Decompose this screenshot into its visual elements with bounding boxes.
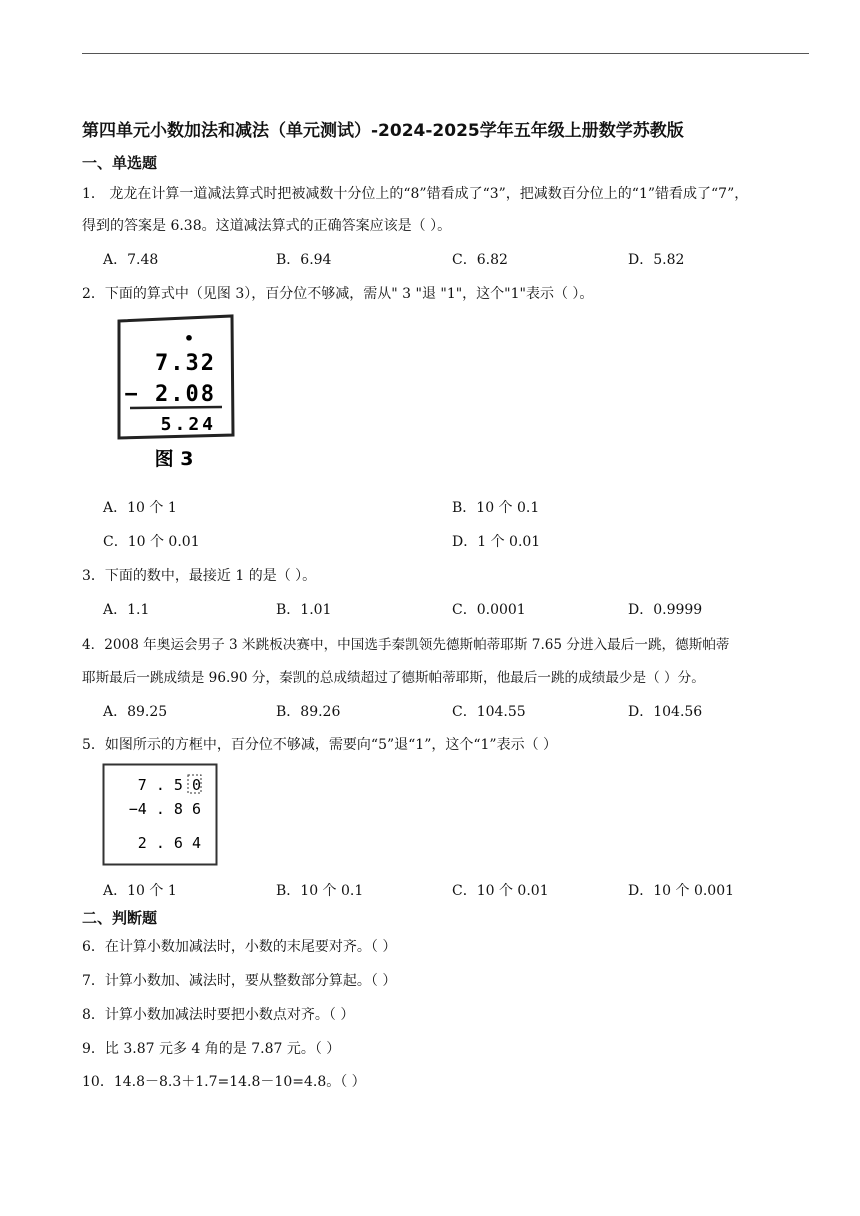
q4-option-c: C．104.55 — [452, 704, 526, 720]
header-rule — [82, 53, 809, 54]
figure-q5-subtrahend: −4 . 8 6 — [128, 800, 201, 818]
q1-option-b: B．6.94 — [276, 252, 332, 268]
question-1-line-2: 得到的答案是 6.38。这道减法算式的正确答案应该是（ ）。 — [82, 218, 452, 234]
q1-option-a: A．7.48 — [103, 252, 159, 268]
question-5-text: 5．如图所示的方框中，百分位不够减，需要向“5”退“1”，这个“1”表示（ ） — [82, 737, 558, 753]
question-10-text: 10．14.8－8.3＋1.7=14.8－10=4.8。（ ） — [82, 1074, 366, 1090]
figure-q5-subtraction — [102, 763, 220, 867]
q3-option-b: B．1.01 — [276, 602, 332, 618]
q4-option-d: D．104.56 — [628, 704, 703, 720]
q1-option-d: D．5.82 — [628, 252, 685, 268]
borrow-dot: • — [183, 329, 195, 348]
q2-option-d: D．1 个 0.01 — [452, 534, 541, 550]
figure-q5-difference: 2 . 6 4 — [137, 834, 201, 852]
q2-option-a: A．10 个 1 — [103, 500, 177, 516]
q5-option-d: D．10 个 0.001 — [628, 883, 735, 899]
q4-option-b: B．89.26 — [276, 704, 341, 720]
section-heading-true-false: 二、判断题 — [82, 909, 158, 927]
question-4-line-1: 4．2008 年奥运会男子 3 米跳板决赛中，中国选手秦凯领先德斯帕蒂耶斯 7.65 分进入最后一跳，德斯帕蒂 — [82, 637, 730, 653]
question-9-text: 9．比 3.87 元多 4 角的是 7.87 元。（ ） — [82, 1041, 341, 1057]
figure-3-minuend: 7.32 — [155, 351, 216, 376]
q3-option-d: D．0.9999 — [628, 602, 703, 618]
figure-q5-minuend: 7 . 5 0 — [137, 776, 201, 794]
q2-option-b: B．10 个 0.1 — [452, 500, 540, 516]
figure-3-caption: 图 3 — [154, 448, 194, 470]
question-6-text: 6．在计算小数加减法时，小数的末尾要对齐。（ ） — [82, 939, 397, 955]
figure-3-difference: 5.24 — [160, 414, 216, 435]
figure-3-subtrahend: − 2.08 — [124, 382, 216, 407]
question-1-line-1: 1． 龙龙在计算一道减法算式时把被减数十分位上的“8”错看成了“3”，把减数百分位上的“1”错看成了“7”， — [82, 186, 749, 202]
q2-option-c: C．10 个 0.01 — [103, 534, 200, 550]
question-3-text: 3．下面的数中，最接近 1 的是（ ）。 — [82, 568, 317, 584]
question-2-text: 2．下面的算式中（见图 3），百分位不够减，需从" 3 "退 "1"，这个"1"表示（ ）。 — [82, 286, 594, 302]
question-8-text: 8．计算小数加减法时要把小数点对齐。（ ） — [82, 1007, 355, 1023]
q1-option-c: C．6.82 — [452, 252, 508, 268]
q5-option-b: B．10 个 0.1 — [276, 883, 364, 899]
figure-q5-svg — [102, 763, 220, 867]
question-7-text: 7．计算小数加、减法时，要从整数部分算起。（ ） — [82, 973, 397, 989]
q3-option-c: C．0.0001 — [452, 602, 526, 618]
page-title: 第四单元小数加法和减法（单元测试）-2024-2025学年五年级上册数学苏教版 — [82, 121, 684, 141]
section-heading-single-choice: 一、单选题 — [82, 154, 158, 172]
q3-option-a: A．1.1 — [103, 602, 150, 618]
q4-option-a: A．89.25 — [103, 704, 168, 720]
figure-3-result-line — [130, 407, 222, 408]
figure-3-subtraction — [116, 313, 236, 473]
q5-option-a: A．10 个 1 — [103, 883, 177, 899]
q5-option-c: C．10 个 0.01 — [452, 883, 549, 899]
figure-3-svg — [116, 313, 236, 473]
question-4-line-2: 耶斯最后一跳成绩是 96.90 分，秦凯的总成绩超过了德斯帕蒂耶斯，他最后一跳的成绩最少是（ ）分。 — [82, 670, 705, 686]
